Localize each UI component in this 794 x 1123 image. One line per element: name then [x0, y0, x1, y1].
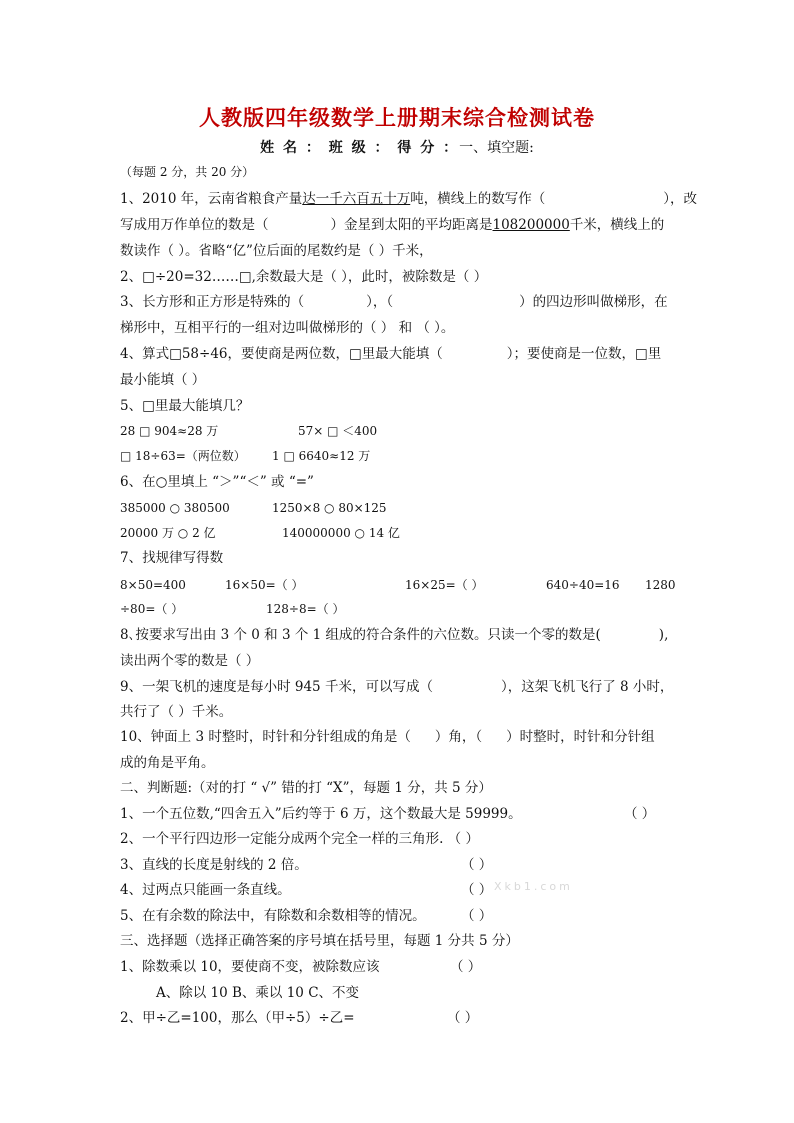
- choice-q1: 1、除数乘以 10，要使商不变，被除数应该: [120, 959, 380, 975]
- q9-line2: 共行了（ ）千米。: [120, 704, 233, 720]
- q5-item-4: 1 □ 6640≈12 万: [272, 449, 371, 463]
- choice-q2: 2、甲÷乙=100，那么（甲÷5）÷乙=: [120, 1010, 355, 1026]
- q4-text-b: ）；要使商是一位数，□里: [506, 346, 662, 362]
- q6-item-1: 385000 ○ 380500: [120, 501, 230, 515]
- q1-text-c: ），改: [663, 191, 697, 207]
- q10-line2: 成的角是平角。: [120, 755, 215, 771]
- judge-item-1-blank[interactable]: （ ）: [624, 806, 656, 822]
- q7-item-2: 16×50=（ ）: [225, 578, 304, 592]
- q3-text-a: 3、长方形和正方形是特殊的（: [120, 294, 305, 310]
- section1-title: 一、填空题:: [459, 140, 534, 156]
- q10-text-b: ）角，（: [434, 729, 483, 745]
- q7-item-5: 1280: [645, 578, 676, 592]
- q7-title: 7、找规律写得数: [120, 550, 224, 566]
- judge-item-3-blank[interactable]: （ ）: [461, 857, 493, 873]
- choice-q1-blank[interactable]: （ ）: [450, 959, 482, 975]
- judge-item-4-blank[interactable]: （ ）: [461, 882, 493, 898]
- q7-item-7: 128÷8=（ ）: [266, 602, 345, 616]
- judge-item-3: 3、直线的长度是射线的 2 倍。: [120, 857, 308, 873]
- choice-q1-options: A、除以 10 B、乘以 10 C、不变: [156, 985, 360, 1001]
- q8-text-a: 8､按要求写出由 3 个 0 和 3 个 1 组成的符合条件的六位数。只读一个零的数是(: [120, 627, 601, 643]
- q1-text-a: 1、2010 年，云南省粮食产量: [120, 191, 303, 207]
- q7-item-6: ÷80=（ ）: [120, 602, 184, 616]
- judge-item-5: 5、在有余数的除法中，有除数和余数相等的情况。: [120, 908, 426, 924]
- page-title: 人教版四年级数学上册期末综合检测试卷: [199, 106, 595, 130]
- q9-text-b: ），这架飞机飞行了 8 小时，: [500, 679, 674, 695]
- q3-text-b: ），（: [366, 294, 394, 310]
- q4-line1: [120, 345, 661, 363]
- judge-item-1: 1、一个五位数,“四舍五入”后约等于 6 万，这个数最大是 59999。: [120, 806, 522, 822]
- q8-text-b: ),: [658, 627, 669, 643]
- q7-item-3: 16×25=（ ）: [405, 578, 484, 592]
- q9-line1: [120, 678, 673, 696]
- student-info-fields: 姓 名 ： 班 级 ： 得 分 ：: [260, 140, 460, 156]
- q1-text-f: 千米，横线上的: [569, 217, 665, 233]
- section3-title: 三、选择题（选择正确答案的序号填在括号里，每题 1 分共 5 分）: [120, 933, 519, 949]
- q10-line1: [120, 728, 655, 746]
- q7-item-4: 640÷40=16: [546, 578, 620, 592]
- q8-line2: 读出两个零的数是（ ）: [120, 653, 260, 669]
- q3-line1: [120, 293, 668, 311]
- q1-text-d: 写成用万作单位的数是（: [120, 217, 269, 233]
- section1-scoring: （每题 2 分，共 20 分）: [120, 165, 255, 179]
- q1-line1: [120, 190, 697, 208]
- q4-line2: 最小能填（ ）: [120, 372, 206, 388]
- q5-item-1: 28 □ 904≈28 万: [120, 424, 219, 438]
- q1-underlined-distance: 108200000: [492, 217, 570, 233]
- choice-q2-blank[interactable]: （ ）: [447, 1010, 479, 1026]
- q10-text-c: ）时整时，时针和分针组: [506, 729, 655, 745]
- q3-text-c: ）的四边形叫做梯形，在: [519, 294, 668, 310]
- q9-text-a: 9、一架飞机的速度是每小时 945 千米，可以写成（: [120, 679, 433, 695]
- q7-item-1: 8×50=400: [120, 578, 186, 592]
- q5-item-2: 57× □ ＜400: [298, 424, 378, 438]
- q6-item-2: 1250×8 ○ 80×125: [272, 501, 387, 515]
- judge-item-2: 2、一个平行四边形一定能分成两个完全一样的三角形. （ ）: [120, 831, 479, 847]
- q1-line2: [120, 216, 664, 234]
- q5-title: 5、□里最大能填几？: [120, 398, 250, 414]
- q10-text-a: 10、钟面上 3 时整时，时针和分针组成的角是（: [120, 729, 411, 745]
- judge-item-5-blank[interactable]: （ ）: [461, 908, 493, 924]
- q1-line3: 数读作（ ）。省略“亿”位后面的尾数约是（ ）千米，: [120, 243, 433, 259]
- q1-text-e: ）金星到太阳的平均距离是: [330, 217, 493, 233]
- q8-line1: [120, 626, 668, 644]
- judge-item-4: 4、过两点只能画一条直线。: [120, 882, 291, 898]
- q1-text-b: 吨，横线上的数写作（: [410, 191, 546, 207]
- section2-title: 二、判断题:（对的打 “ √” 错的打 “X”，每题 1 分，共 5 分）: [120, 780, 492, 796]
- q3-line2: 梯形中，互相平行的一组对边叫做梯形的（ ） 和 （ ）。: [120, 320, 455, 336]
- q5-item-3: □ 18÷63=（两位数）: [120, 449, 246, 463]
- q2-line: 2、□÷20=32……□,余数最大是（ ），此时，被除数是（ ）: [120, 269, 488, 285]
- student-info-line: [0, 137, 794, 157]
- q6-item-4: 140000000 ○ 14 亿: [282, 526, 400, 540]
- q1-underlined-figure: 达一千六百五十万: [302, 191, 411, 207]
- q4-text-a: 4、算式□58÷46，要使商是两位数，□里最大能填（: [120, 346, 443, 362]
- watermark: Xkb1.com: [494, 880, 573, 893]
- q6-item-3: 20000 万 ○ 2 亿: [120, 526, 216, 540]
- q6-title: 6、在○里填上 “＞”“＜” 或 “=”: [120, 474, 314, 490]
